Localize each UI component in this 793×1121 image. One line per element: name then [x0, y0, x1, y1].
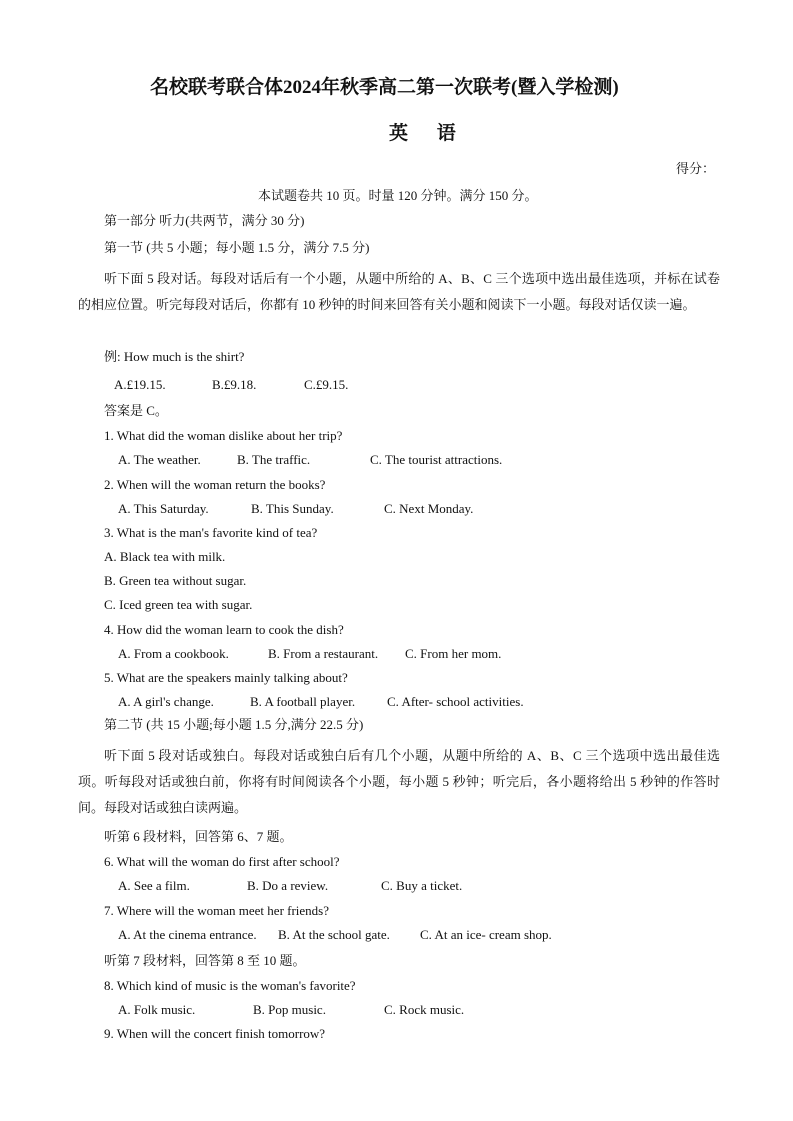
exam-title: 名校联考联合体2024年秋季高二第一次联考(暨入学检测)	[150, 77, 619, 98]
question-3: 3. What is the man's favorite kind of tea?	[104, 525, 318, 540]
material-6: 听第 6 段材料，回答第 6、7 题。	[104, 829, 293, 844]
q4-option-a: A. From a cookbook.	[118, 646, 229, 661]
section1-instructions: 听下面 5 段对话。每段对话后有一个小题，从题中所给的 A、B、C 三个选项中选出最佳选项，并标在试卷的相应位置。听完每段对话后，你都有 10 秒钟的时间来回答有关小题和阅读下一小题。每段对话仅读一遍。	[78, 271, 720, 312]
subject-title: 英 语	[389, 123, 468, 144]
score-label: 得分：	[676, 161, 716, 176]
question-8: 8. Which kind of music is the woman's favorite?	[104, 978, 356, 993]
example-answer: 答案是 C。	[104, 403, 168, 418]
q4-option-c: C. From her mom.	[405, 646, 502, 661]
q4-option-b: B. From a restaurant.	[268, 646, 379, 661]
q8-option-a: A. Folk music.	[118, 1002, 196, 1017]
question-2: 2. When will the woman return the books?	[104, 477, 326, 492]
section1-heading: 第一节 (共 5 小题；每小题 1.5 分，满分 7.5 分)	[104, 240, 370, 255]
q7-option-b: B. At the school gate.	[278, 927, 390, 942]
q2-option-c: C. Next Monday.	[384, 501, 474, 516]
q5-option-a: A. A girl's change.	[118, 694, 214, 709]
q1-option-a: A. The weather.	[118, 452, 201, 467]
exam-info: 本试题卷共 10 页。时量 120 分钟。满分 150 分。	[258, 188, 538, 203]
q1-option-c: C. The tourist attractions.	[370, 452, 503, 467]
q6-option-b: B. Do a review.	[247, 878, 329, 893]
section2-instructions: 听下面 5 段对话或独白。每段对话或独白后有几个小题，从题中所给的 A、B、C 三个选项中选出最佳选项。听每段对话或独白前，你将有时间阅读各个小题，每小题 5 秒钟；听完后，各小题将给出 5 秒钟的作答时间。每段对话或独白读两遍。	[78, 748, 720, 815]
question-5: 5. What are the speakers mainly talking about?	[104, 670, 348, 685]
q7-option-a: A. At the cinema entrance.	[118, 927, 257, 942]
question-1: 1. What did the woman dislike about her trip?	[104, 428, 343, 443]
example-option-c: C.£9.15.	[304, 377, 349, 392]
q6-option-a: A. See a film.	[118, 878, 190, 893]
q6-option-c: C. Buy a ticket.	[381, 878, 463, 893]
q5-option-c: C. After- school activities.	[387, 694, 524, 709]
q2-option-a: A. This Saturday.	[118, 501, 209, 516]
example-question: 例: How much is the shirt?	[104, 349, 245, 364]
material-7: 听第 7 段材料，回答第 8 至 10 题。	[104, 953, 306, 968]
q2-option-b: B. This Sunday.	[251, 501, 334, 516]
section2-heading: 第二节 (共 15 小题;每小题 1.5 分,满分 22.5 分)	[104, 717, 364, 732]
q7-option-c: C. At an ice- cream shop.	[420, 927, 552, 942]
example-option-a: A.£19.15.	[114, 377, 166, 392]
q3-option-a: A. Black tea with milk.	[104, 549, 226, 564]
question-7: 7. Where will the woman meet her friends?	[104, 903, 330, 918]
part1-heading: 第一部分 听力(共两节，满分 30 分)	[104, 213, 305, 228]
question-6: 6. What will the woman do first after school?	[104, 854, 340, 869]
q5-option-b: B. A football player.	[250, 694, 356, 709]
q1-option-b: B. The traffic.	[237, 452, 311, 467]
q8-option-b: B. Pop music.	[253, 1002, 326, 1017]
example-option-b: B.£9.18.	[212, 377, 257, 392]
q8-option-c: C. Rock music.	[384, 1002, 465, 1017]
q3-option-b: B. Green tea without sugar.	[104, 573, 247, 588]
question-9: 9. When will the concert finish tomorrow?	[104, 1026, 326, 1041]
question-4: 4. How did the woman learn to cook the dish?	[104, 622, 344, 637]
q3-option-c: C. Iced green tea with sugar.	[104, 597, 253, 612]
